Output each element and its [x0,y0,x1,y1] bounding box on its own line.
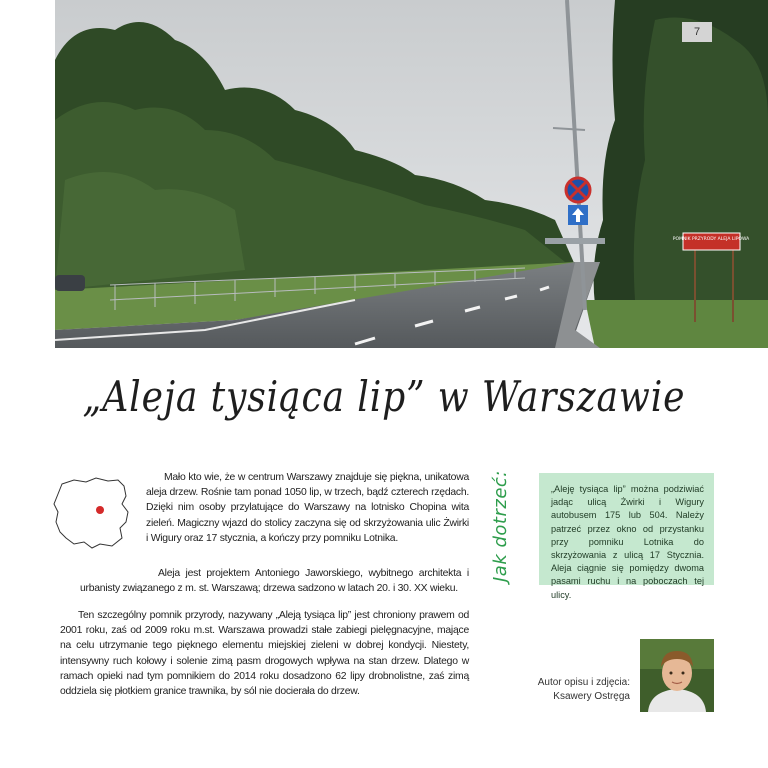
avenue-photo-illustration [55,0,768,348]
howto-text: „Aleję tysiąca lip” można podziwiać jadąc ulicą Żwirki i Wigury autobusem 175 lub 504. Należy patrzeć przez okno od przystanku przy pomniku Lotnika do skrzyżowania z ulicą 17 Stycznia. Aleja ciągnie się pomiędzy dwoma pasami ruchu i na poboczach tej ulicy. [551,484,704,600]
page-title: „Aleja tysiąca lip” w Warszawie [82,372,686,421]
paragraph-project: Aleja jest projektem Antoniego Jaworskiego, wybitnego architekta i urbanisty związanego z m. st. Warszawą; drzewa sadzono w latach 20. i 30. XX wieku. [80,568,469,595]
author-photo [640,639,714,712]
howto-label: Jak dotrzeć: [490,470,511,582]
monument-sign-text: POMNIK PRZYRODY ALEJA LIPOWA [672,237,750,242]
author-name: Ksawery Ostręga [553,691,630,702]
author-label: Autor opisu i zdjęcia: [537,677,630,688]
paragraph-protection: Ten szczególny pomnik przyrody, nazywany „Aleją tysiąca lip” jest chroniony prawem od 2001 roku, zaś od 2009 roku m.st. Warszawa prowadzi stałe zabiegi pielęgnacyjne, mające na celu utrzymanie tego pięknego elementu miejskiej zieleni w dobrej kondycji. Niestety, intensywny ruch kołowy i solenie zimą pasm drogowych wpływa na stan drzew. Dlatego w ramach opieki nad tym pomnikiem do 2014 roku dosadzono 62 lipy drobnolistne, zaś zimą oddziela się płotkiem granice trawnika, by sól nie docierała do drzew. [60,610,469,698]
page-number: 7 [682,22,712,42]
poland-map [52,476,132,550]
header-photo [55,0,768,348]
howto-box [539,473,714,600]
warsaw-location-dot [96,506,104,514]
author-credit [520,676,630,704]
poland-outline [54,478,128,548]
paragraph-intro: Mało kto wie, że w centrum Warszawy znajduje się piękna, unikatowa aleja drzew. Rośnie tam ponad 1050 lip, w trzech, bądź czterech rzędach. Dzięki nim osoby przylatujące do Warszawy na lotnisko Chopina wita zieleń. Magiczny wjazd do stolicy zaczyna się od skrzyżowania ulic Żwirki i Wigury oraz 17 stycznia, a kończy przy pomniku Lotnika. [146,472,469,544]
